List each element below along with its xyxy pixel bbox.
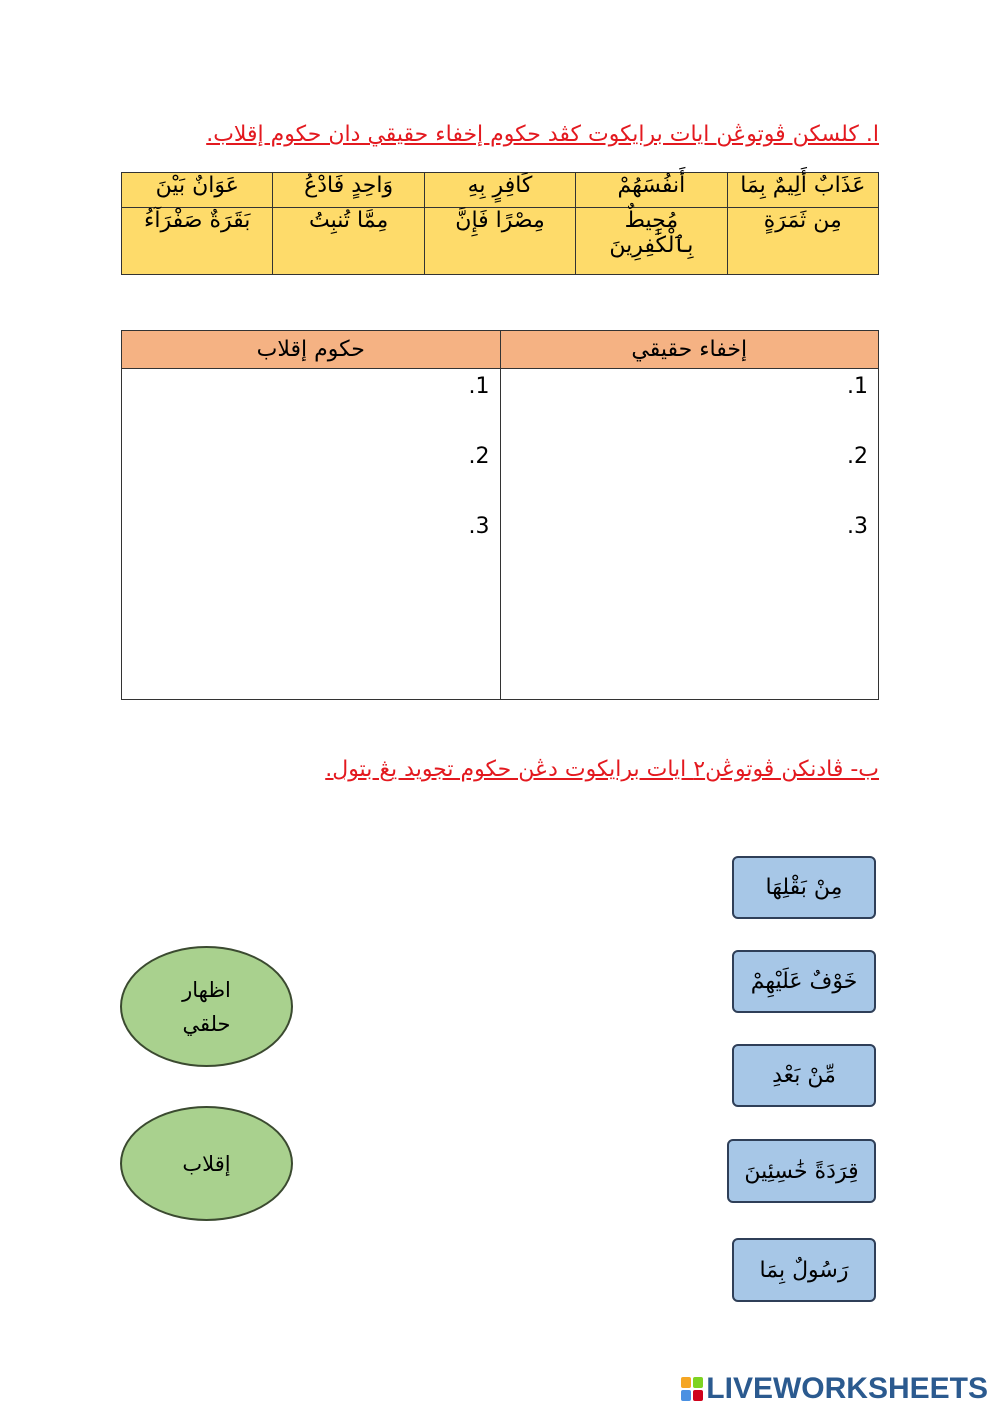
logo-text: LIVEWORKSHEETS bbox=[706, 1372, 988, 1405]
oval-label: اظهار bbox=[182, 977, 231, 1002]
oval-iqlab[interactable] bbox=[120, 1106, 293, 1221]
match-word-4[interactable]: قِرَدَةً خَٰسِئِينَ bbox=[727, 1139, 876, 1203]
answer-number: 2. bbox=[468, 444, 490, 469]
ikhfa-answer-area[interactable] bbox=[500, 369, 879, 700]
section-a-heading: ا. كلسكن ڤوتوڠن ايات برايكوت كڤد حكوم إخفاء حقيقي دان حكوم إقلاب. bbox=[206, 122, 879, 147]
match-word-1[interactable]: مِنْ بَقْلِهَا bbox=[732, 856, 876, 919]
section-b-heading: ب- ڤادنكن ڤوتوڠن٢ ايات برايكوت دڠن حكوم تجويد يڠ بتول. bbox=[325, 757, 879, 782]
header-iqlab: حكوم إقلاب bbox=[122, 331, 501, 369]
word-cell: عَذَابٌ أَلِيمٌ بِمَا bbox=[727, 173, 878, 208]
match-word-3[interactable]: مِّنْ بَعْدِ bbox=[732, 1044, 876, 1107]
word-cell: أَنفُسَهُمْ bbox=[576, 173, 727, 208]
oval-izhar-halqi[interactable] bbox=[120, 946, 293, 1067]
liveworksheets-logo bbox=[681, 1372, 988, 1406]
oval-label: إقلاب bbox=[182, 1151, 231, 1176]
logo-mark-icon bbox=[681, 1377, 703, 1401]
word-cell: مِصْرًا فَإِنَّ bbox=[424, 208, 575, 275]
word-cell: مِمَّا تُنبِتُ bbox=[273, 208, 424, 275]
oval-label: حلقي bbox=[182, 1011, 231, 1036]
match-word-2[interactable]: خَوْفٌ عَلَيْهِمْ bbox=[732, 950, 876, 1013]
match-word-5[interactable]: رَسُولٌ بِمَا bbox=[732, 1238, 876, 1302]
answer-number: 3. bbox=[847, 514, 868, 539]
words-row-1 bbox=[122, 173, 879, 208]
answer-number: 3. bbox=[468, 514, 490, 539]
answer-table bbox=[121, 330, 879, 700]
word-cell: وَاحِدٍ فَادْعُ bbox=[273, 173, 424, 208]
answer-number: 1. bbox=[468, 374, 490, 399]
words-row-2 bbox=[122, 208, 879, 275]
word-cell: بَقَرَةٌ صَفْرَآءُ bbox=[122, 208, 273, 275]
word-cell: كَافِرٍ بِهِ bbox=[424, 173, 575, 208]
answer-number: 2. bbox=[847, 444, 868, 469]
iqlab-answer-area[interactable] bbox=[122, 369, 501, 700]
answer-number: 1. bbox=[847, 374, 868, 399]
word-cell: مِن ثَمَرَةٍ bbox=[727, 208, 878, 275]
header-ikhfa-haqiqi: إخفاء حقيقي bbox=[500, 331, 879, 369]
words-table bbox=[121, 172, 879, 275]
word-cell: عَوَانٌ بَيْنَ bbox=[122, 173, 273, 208]
word-cell: مُحِيطٌ بِٱلْكَٰفِرِينَ bbox=[576, 208, 727, 275]
